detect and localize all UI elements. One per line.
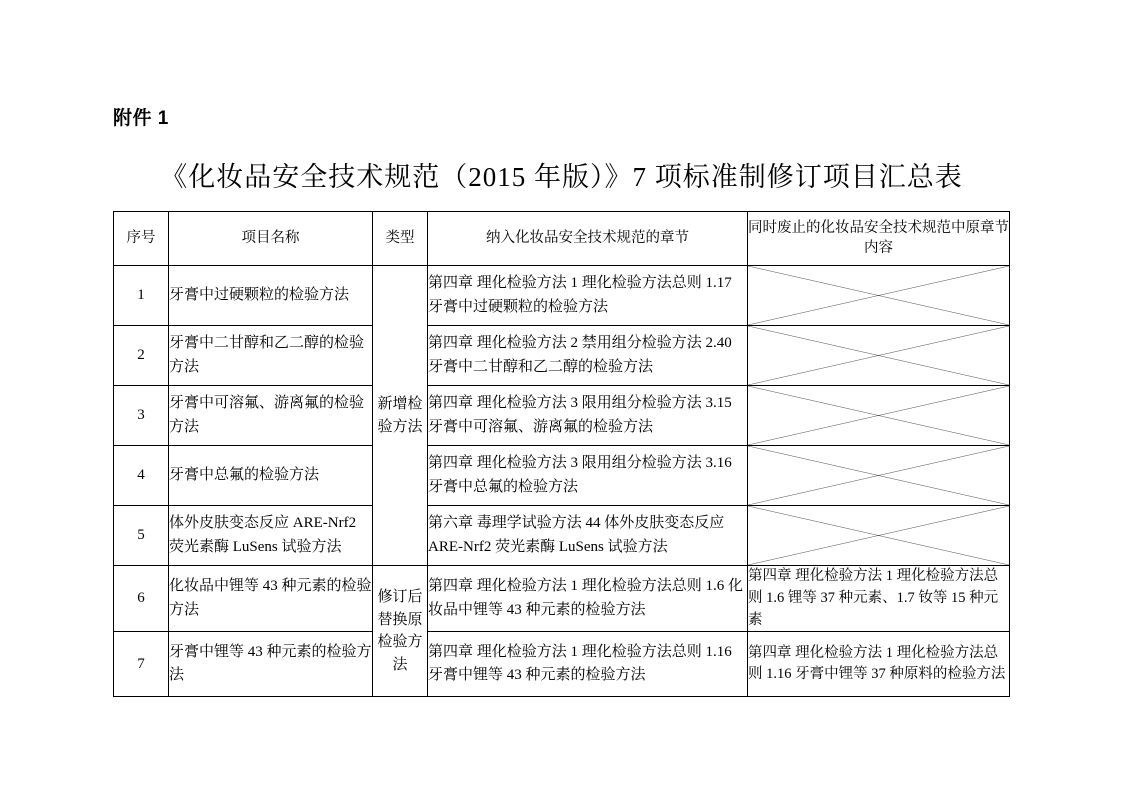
table-header-row (114, 212, 1010, 266)
table-row (114, 326, 1010, 386)
cell-seq: 7 (114, 632, 169, 697)
cell-chapter: 第四章 理化检验方法 3 限用组分检验方法 3.16 牙膏中总氟的检验方法 (428, 446, 748, 506)
cell-seq: 3 (114, 386, 169, 446)
cell-old-chapter: 第四章 理化检验方法 1 理化检验方法总则 1.16 牙膏中锂等 37 种原料的检验方法 (748, 632, 1010, 697)
cell-old-chapter-crossed (748, 446, 1010, 506)
cell-project-name: 体外皮肤变态反应 ARE-Nrf2 荧光素酶 LuSens 试验方法 (169, 506, 373, 566)
cell-chapter: 第四章 理化检验方法 1 理化检验方法总则 1.17 牙膏中过硬颗粒的检验方法 (428, 266, 748, 326)
cell-chapter: 第四章 理化检验方法 1 理化检验方法总则 1.16 牙膏中锂等 43 种元素的检验方法 (428, 632, 748, 697)
cell-project-name: 牙膏中锂等 43 种元素的检验方法 (169, 632, 373, 697)
table-body (114, 266, 1010, 697)
cross-out-icon (748, 506, 1009, 565)
cross-out-icon (748, 266, 1009, 325)
cell-old-chapter-crossed (748, 386, 1010, 446)
cell-type-group-revised: 修订后替换原检验方法 (373, 566, 428, 697)
cross-out-icon (748, 446, 1009, 505)
cell-old-chapter-crossed (748, 326, 1010, 386)
table-row (114, 266, 1010, 326)
table-row (114, 386, 1010, 446)
cell-chapter: 第六章 毒理学试验方法 44 体外皮肤变态反应 ARE-Nrf2 荧光素酶 LuSens 试验方法 (428, 506, 748, 566)
cell-old-chapter-crossed (748, 266, 1010, 326)
table-row (114, 632, 1010, 697)
cell-seq: 4 (114, 446, 169, 506)
attachment-label: 附件 1 (113, 108, 169, 129)
cell-seq: 5 (114, 506, 169, 566)
cell-chapter: 第四章 理化检验方法 3 限用组分检验方法 3.15 牙膏中可溶氟、游离氟的检验方法 (428, 386, 748, 446)
column-header-seq: 序号 (114, 212, 169, 266)
column-header-old-chapter: 同时废止的化妆品安全技术规范中原章节内容 (748, 212, 1010, 266)
cell-project-name: 化妆品中锂等 43 种元素的检验方法 (169, 566, 373, 632)
cross-out-icon (748, 386, 1009, 445)
cross-out-icon (748, 326, 1009, 385)
table-row (114, 506, 1010, 566)
cell-chapter: 第四章 理化检验方法 2 禁用组分检验方法 2.40 牙膏中二甘醇和乙二醇的检验方法 (428, 326, 748, 386)
cell-chapter: 第四章 理化检验方法 1 理化检验方法总则 1.6 化妆品中锂等 43 种元素的检验方法 (428, 566, 748, 632)
table-row (114, 566, 1010, 632)
cell-seq: 2 (114, 326, 169, 386)
column-header-type: 类型 (373, 212, 428, 266)
cell-project-name: 牙膏中可溶氟、游离氟的检验方法 (169, 386, 373, 446)
cell-old-chapter-crossed (748, 506, 1010, 566)
column-header-chapter: 纳入化妆品安全技术规范的章节 (428, 212, 748, 266)
cell-project-name: 牙膏中二甘醇和乙二醇的检验方法 (169, 326, 373, 386)
cell-type-group-new: 新增检验方法 (373, 266, 428, 566)
cell-old-chapter: 第四章 理化检验方法 1 理化检验方法总则 1.6 锂等 37 种元素、1.7 钕等 15 种元素 (748, 566, 1010, 632)
column-header-project-name: 项目名称 (169, 212, 373, 266)
cell-seq: 6 (114, 566, 169, 632)
summary-table-wrapper (113, 211, 1010, 697)
cell-seq: 1 (114, 266, 169, 326)
cell-project-name: 牙膏中总氟的检验方法 (169, 446, 373, 506)
cell-project-name: 牙膏中过硬颗粒的检验方法 (169, 266, 373, 326)
page-title: 《化妆品安全技术规范（2015 年版）》7 项标准制修订项目汇总表 (160, 162, 963, 192)
table-row (114, 446, 1010, 506)
summary-table (113, 211, 1010, 697)
